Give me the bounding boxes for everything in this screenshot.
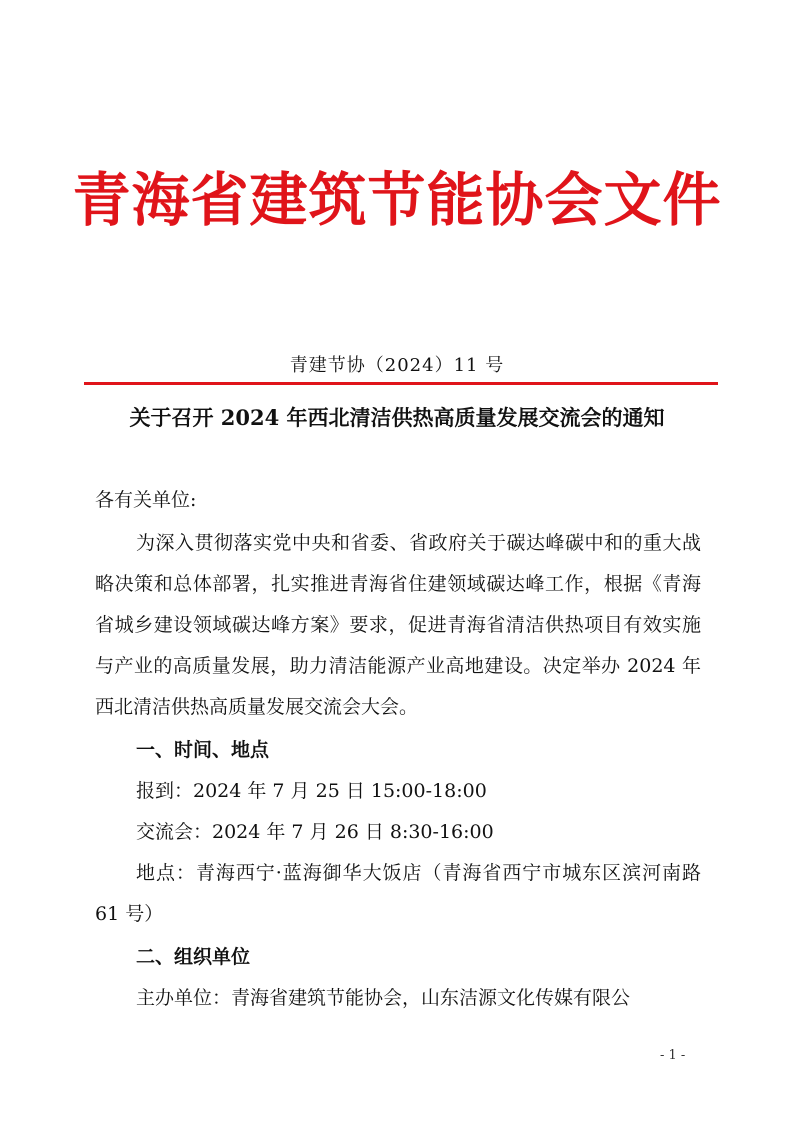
document-number: 青建节协（2024）11 号 [289, 355, 505, 376]
host-organizers: 主办单位：青海省建筑节能协会，山东洁源文化传媒有限公 [136, 987, 631, 1009]
meeting-time: 交流会：2024 年 7 月 26 日 8:30-16:00 [136, 821, 494, 843]
section-time-location-heading: 一、时间、地点 [136, 739, 270, 761]
venue-address: 地点：青海西宁·蓝海御华大饭店（青海省西宁市城东区滨河南路 61 号） [95, 862, 701, 925]
document-header-title: 青海省建筑节能协会文件 [72, 166, 722, 234]
notice-title: 关于召开 2024 年西北清洁供热高质量发展交流会的通知 [129, 405, 665, 430]
header-divider [84, 382, 718, 385]
addressee: 各有关单位: [95, 489, 197, 511]
intro-paragraph: 为深入贯彻落实党中央和省委、省政府关于碳达峰碳中和的重大战略决策和总体部署，扎实推进青海省住建领域碳达峰工作，根据《青海省城乡建设领域碳达峰方案》要求，促进青海省清洁供热项目有效实施与产业的高质量发展，助力清洁能源产业高地建设。决定举办 2024 年西北清洁供热高质量发展交流会大会。 [95, 532, 701, 718]
page-number: - 1 - [660, 1048, 686, 1063]
registration-time: 报到：2024 年 7 月 25 日 15:00-18:00 [136, 780, 487, 802]
section-organizers-heading: 二、组织单位 [136, 946, 251, 968]
